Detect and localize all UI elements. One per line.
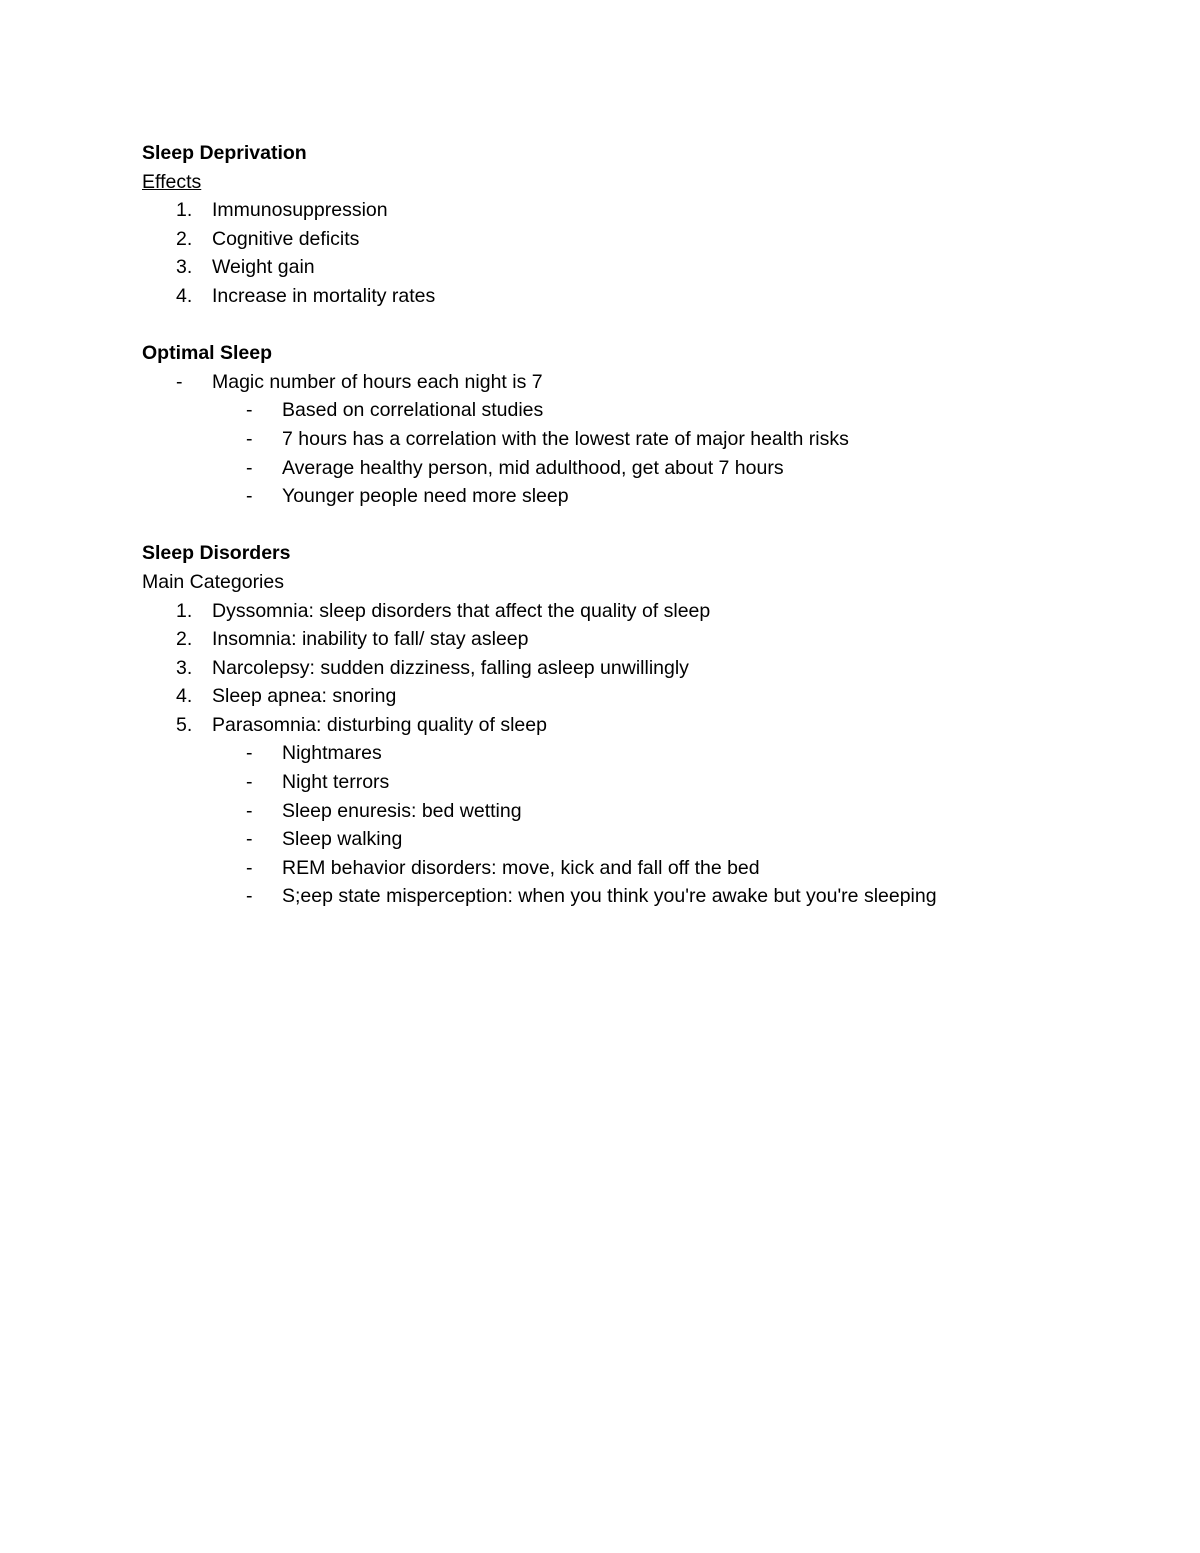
sub-list-item — [142, 454, 1142, 483]
list-item-text: Dyssomnia: sleep disorders that affect the quality of sleep — [212, 599, 711, 622]
sub-list-item-text: Younger people need more sleep — [282, 485, 569, 508]
list-number: 1. — [176, 599, 193, 622]
dash-bullet: - — [246, 799, 253, 822]
dash-bullet: - — [246, 885, 253, 908]
sub-list-item-text: Average healthy person, mid adulthood, get about 7 hours — [282, 456, 784, 479]
spacer — [142, 311, 1142, 340]
list-item-text: Immunosuppression — [212, 199, 388, 222]
list-item-text: Sleep apnea: snoring — [212, 685, 397, 708]
list-number: 5. — [176, 713, 193, 736]
list-item-text: Magic number of hours each night is 7 — [212, 370, 543, 393]
sub-list-item-text: Nightmares — [282, 742, 382, 765]
sub-list-item — [142, 425, 1142, 454]
sub-list-item — [142, 854, 1142, 883]
dash-bullet: - — [246, 742, 253, 765]
list-item — [142, 253, 1142, 282]
list-number: 4. — [176, 685, 193, 708]
list-number: 2. — [176, 628, 193, 651]
sub-list-item-text: S;eep state misperception: when you think you're awake but you're sleeping — [282, 885, 937, 908]
list-item — [142, 225, 1142, 254]
sub-list-item-text: Night terrors — [282, 771, 390, 794]
sub-list-item — [142, 768, 1142, 797]
list-item — [142, 682, 1142, 711]
list-item-text: Increase in mortality rates — [212, 284, 436, 307]
list-number: 3. — [176, 256, 193, 279]
list-number: 2. — [176, 227, 193, 250]
dash-bullet: - — [246, 856, 253, 879]
sub-list-item — [142, 825, 1142, 854]
dash-bullet: - — [246, 456, 253, 479]
dash-bullet: - — [246, 427, 253, 450]
subheading-main-categories: Main Categories — [142, 570, 284, 593]
sub-list-item — [142, 739, 1142, 768]
list-item — [142, 654, 1142, 683]
spacer — [142, 511, 1142, 540]
list-item-text: Parasomnia: disturbing quality of sleep — [212, 713, 547, 736]
list-item-text: Insomnia: inability to fall/ stay asleep — [212, 628, 529, 651]
list-number: 4. — [176, 284, 193, 307]
list-item — [142, 368, 1142, 397]
dash-bullet: - — [176, 370, 183, 393]
document-content — [142, 139, 1142, 911]
dash-bullet: - — [246, 399, 253, 422]
sub-list-item — [142, 482, 1142, 511]
list-item — [142, 282, 1142, 311]
subheading-effects — [142, 168, 1142, 197]
section-heading-sleep-disorders: Sleep Disorders — [142, 542, 291, 565]
list-item-text: Cognitive deficits — [212, 227, 360, 250]
dash-bullet: - — [246, 828, 253, 851]
list-item — [142, 625, 1142, 654]
section-heading-sleep-deprivation: Sleep Deprivation — [142, 142, 307, 164]
sub-list-item-text: 7 hours has a correlation with the lowest rate of major health risks — [282, 427, 849, 450]
list-item — [142, 196, 1142, 225]
sub-list-item-text: Sleep enuresis: bed wetting — [282, 799, 522, 822]
sub-list-item-text: REM behavior disorders: move, kick and fall off the bed — [282, 856, 760, 879]
list-item-text: Weight gain — [212, 256, 315, 279]
sub-list-item-text: Based on correlational studies — [282, 399, 544, 422]
sub-list-item — [142, 797, 1142, 826]
list-item — [142, 711, 1142, 740]
dash-bullet: - — [246, 485, 253, 508]
subheading-effects-text: Effects — [142, 170, 202, 193]
list-number: 1. — [176, 199, 193, 222]
sub-list-item — [142, 882, 1142, 911]
list-number: 3. — [176, 656, 193, 679]
sub-list-item — [142, 396, 1142, 425]
sub-list-item-text: Sleep walking — [282, 828, 403, 851]
list-item-text: Narcolepsy: sudden dizziness, falling asleep unwillingly — [212, 656, 689, 679]
section-heading-optimal-sleep: Optimal Sleep — [142, 342, 273, 365]
dash-bullet: - — [246, 771, 253, 794]
list-item — [142, 597, 1142, 626]
